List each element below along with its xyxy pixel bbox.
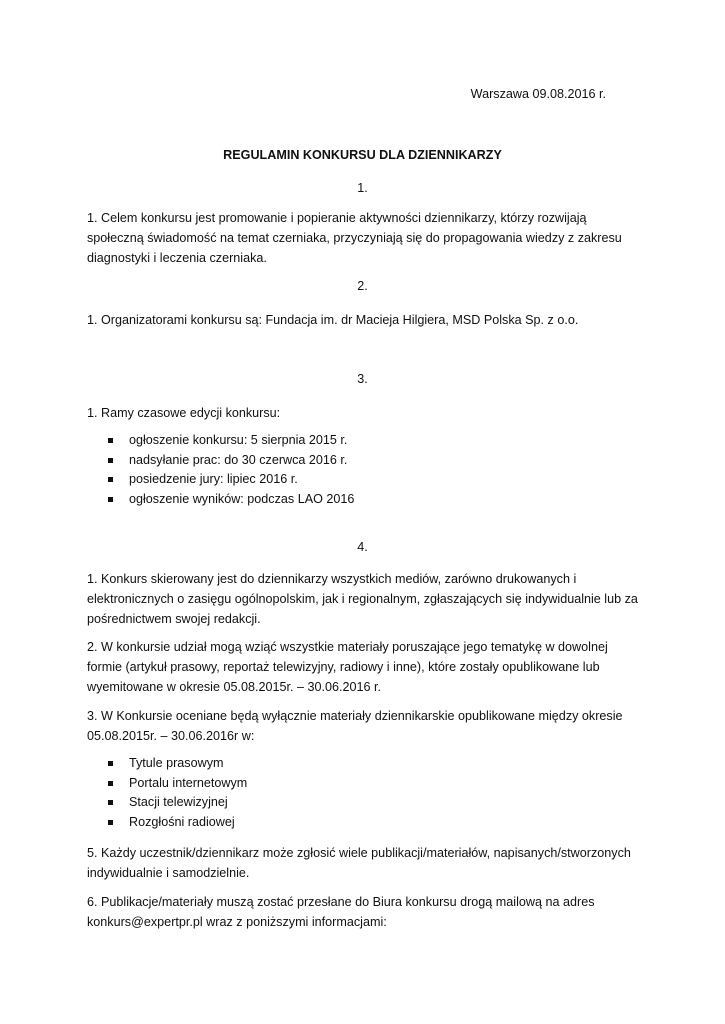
list-item: Rozgłośni radiowej xyxy=(108,813,247,833)
bullet-icon xyxy=(108,820,113,825)
document-title: REGULAMIN KONKURSU DLA DZIENNIKARZY xyxy=(223,148,502,162)
bullet-icon xyxy=(108,761,113,766)
list-item: ogłoszenie konkursu: 5 sierpnia 2015 r. xyxy=(108,431,354,451)
timeline-list xyxy=(108,431,354,509)
bullet-icon xyxy=(108,800,113,805)
bullet-icon xyxy=(108,781,113,786)
paragraph: 1. Konkurs skierowany jest do dziennikarzy wszystkich mediów, zarówno drukowanych i elektronicznych o zasięgu ogólnopolskim, jak i regionalnym, zgłaszających się indywidualnie lub za pośrednictwem swojej redakcji. xyxy=(87,572,638,626)
section-number: 3. xyxy=(357,372,368,386)
bullet-icon xyxy=(108,477,113,482)
list-item: Tytule prasowym xyxy=(108,754,247,774)
list-item: Stacji telewizyjnej xyxy=(108,793,247,813)
paragraph: 1. Ramy czasowe edycji konkursu: xyxy=(87,406,281,420)
list-item: nadsyłanie prac: do 30 czerwca 2016 r. xyxy=(108,451,354,471)
paragraph: 2. W konkursie udział mogą wziąć wszystkie materiały poruszające jego tematykę w dowolnej formie (artykuł prasowy, reportaż telewizyjny, radiowy i inne), które zostały opublikowane lub wyemitowane w okresie 05.08.2015r. – 30.06.2016 r. xyxy=(87,640,608,694)
paragraph: 6. Publikacje/materiały muszą zostać przesłane do Biura konkursu drogą mailową na adres konkurs@expertpr.pl wraz z poniższymi informacjami: xyxy=(87,895,595,929)
paragraph: 1. Celem konkursu jest promowanie i popieranie aktywności dziennikarzy, którzy rozwijają społeczną świadomość na temat czerniaka, przyczyniają się do propagowania wiedzy z zakresu diagnostyki i leczenia czerniaka. xyxy=(87,211,622,265)
paragraph: 1. Organizatorami konkursu są: Fundacja im. dr Macieja Hilgiera, MSD Polska Sp. z o.o. xyxy=(87,313,579,327)
bullet-icon xyxy=(108,438,113,443)
paragraph: 5. Każdy uczestnik/dziennikarz może zgłosić wiele publikacji/materiałów, napisanych/stworzonych indywidualnie i samodzielnie. xyxy=(87,846,631,880)
bullet-icon xyxy=(108,458,113,463)
media-list xyxy=(108,754,247,832)
document-date: Warszawa 09.08.2016 r. xyxy=(470,87,606,101)
section-number: 1. xyxy=(357,181,368,195)
bullet-icon xyxy=(108,497,113,502)
list-item: Portalu internetowym xyxy=(108,774,247,794)
list-item: posiedzenie jury: lipiec 2016 r. xyxy=(108,470,354,490)
section-number: 4. xyxy=(357,540,368,554)
section-number: 2. xyxy=(357,279,368,293)
list-item: ogłoszenie wyników: podczas LAO 2016 xyxy=(108,490,354,510)
paragraph: 3. W Konkursie oceniane będą wyłącznie materiały dziennikarskie opublikowane między okresie 05.08.2015r. – 30.06.2016r w: xyxy=(87,709,623,743)
